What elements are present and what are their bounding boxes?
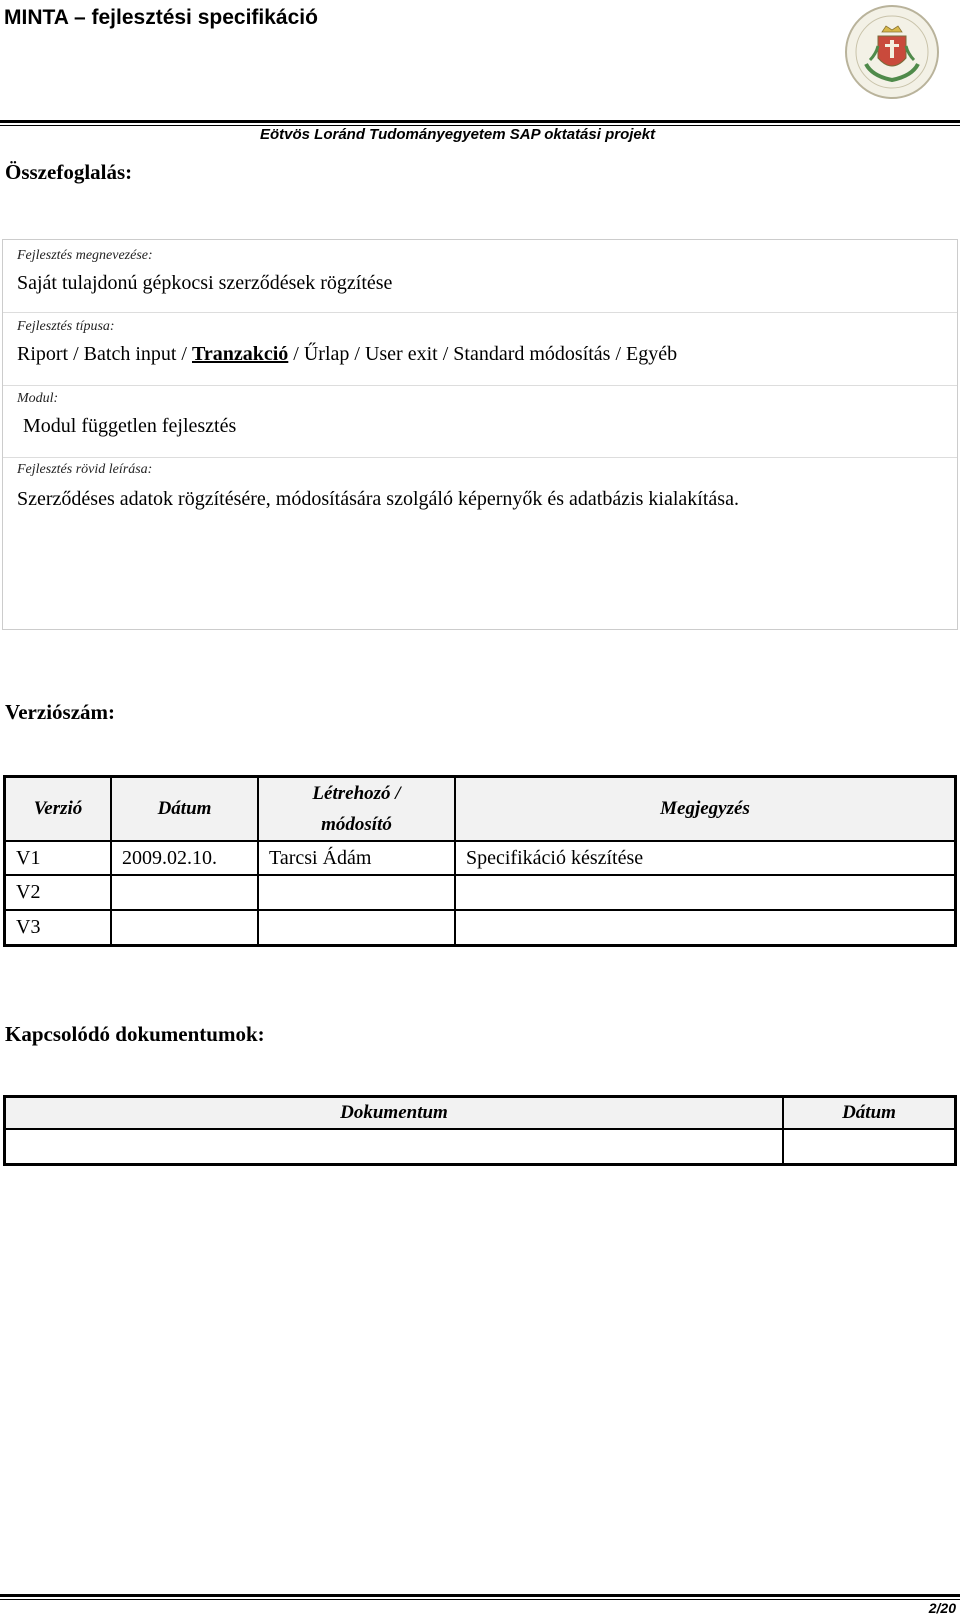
cell-version: V1 [5,841,112,875]
type-value [17,343,677,366]
cell-date: 2009.02.10. [111,841,258,875]
footer-rule [0,1594,960,1597]
type-options-before: Riport / Batch input / [17,343,192,365]
type-options-after: / Űrlap / User exit / Standard módosítás / Egyéb [288,343,678,365]
table-row [5,910,956,945]
cell-creator [258,910,455,945]
table-header-row [5,777,956,842]
page-number: 2/20 [928,1600,956,1616]
version-table [3,775,957,947]
cell-version: V3 [5,910,112,945]
related-heading: Kapcsolódó dokumentumok: [5,1022,265,1046]
cell-note [455,910,956,945]
cell-note: Specifikáció készítése [455,841,956,875]
col-creator [258,777,455,842]
cell-document [5,1129,784,1165]
table-header-row [5,1097,956,1129]
col-creator-line1: Létrehozó / [312,783,401,804]
module-value: Modul független fejlesztés [23,415,237,437]
project-name: Eötvös Loránd Tudományegyetem SAP oktatási projekt [260,126,656,143]
cell-date [111,875,258,910]
cell-date [111,910,258,945]
cell-doc-date [783,1129,956,1165]
col-version: Verzió [5,777,112,842]
table-row [5,1129,956,1165]
col-doc-date: Dátum [783,1097,956,1129]
name-value: Saját tulajdonú gépkocsi szerződések rögzítése [17,272,393,294]
col-date: Dátum [111,777,258,842]
summary-box [2,239,958,630]
module-label: Modul: [17,391,59,406]
table-row [5,875,956,910]
cell-creator: Tarcsi Ádám [258,841,455,875]
cell-version: V2 [5,875,112,910]
col-document: Dokumentum [5,1097,784,1129]
col-creator-line2: módosító [321,814,392,835]
summary-heading: Összefoglalás: [5,160,133,184]
footer-rule-thin [0,1599,960,1600]
name-label: Fejlesztés megnevezése: [17,248,153,263]
type-selected: Tranzakció [192,343,289,365]
header-rule [0,120,960,123]
document-title: MINTA – fejlesztési specifikáció [4,6,318,29]
cell-note [455,875,956,910]
description-value: Szerződéses adatok rögzítésére, módosítására szolgáló képernyők és adatbázis kialakítása. [17,488,739,510]
related-documents-table [3,1095,957,1166]
col-note: Megjegyzés [455,777,956,842]
table-row [5,841,956,875]
row-divider [3,457,957,458]
cell-creator [258,875,455,910]
description-label: Fejlesztés rövid leírása: [17,462,153,477]
versions-heading: Verziószám: [5,700,116,724]
university-seal-icon [842,2,942,102]
type-label: Fejlesztés típusa: [17,319,115,334]
row-divider [3,312,957,313]
row-divider [3,385,957,386]
